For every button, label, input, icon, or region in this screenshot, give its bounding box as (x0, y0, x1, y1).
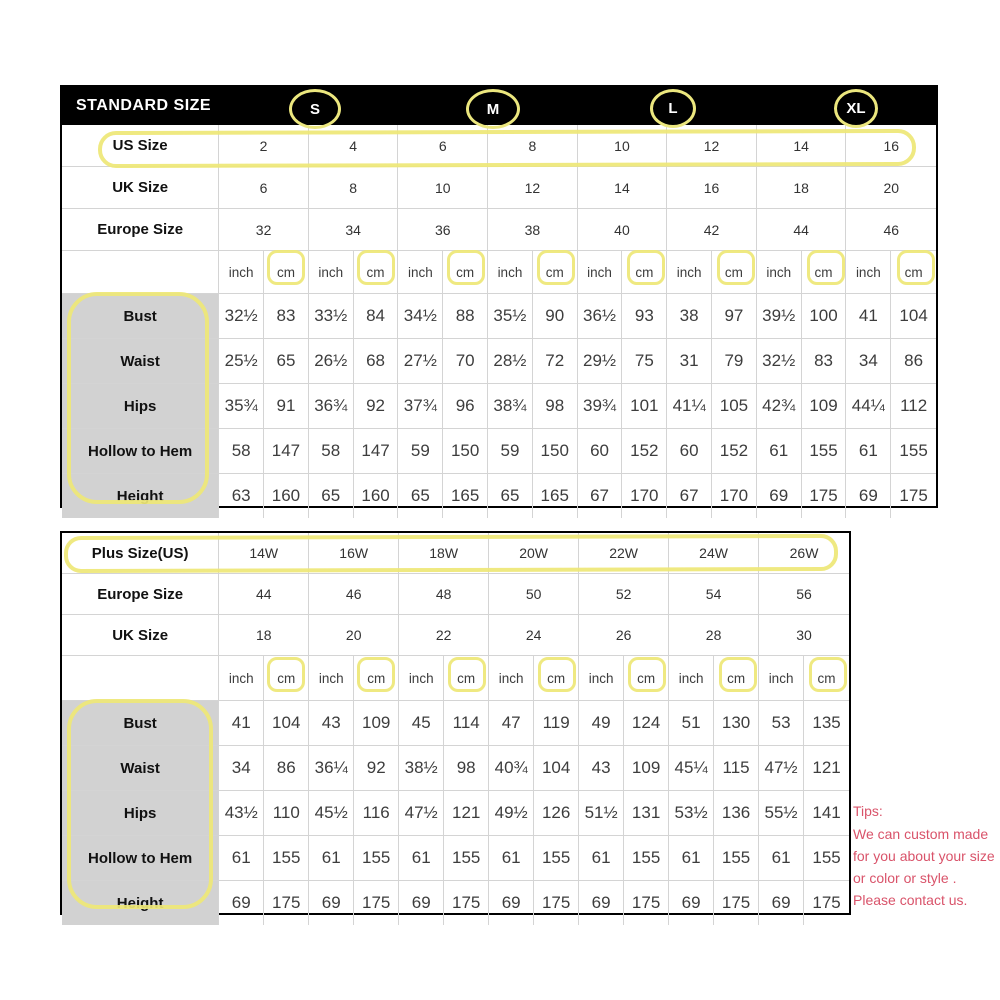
size-cell: 14W (219, 533, 309, 573)
cm-unit-cell: cm (534, 656, 579, 700)
inch-unit-cell: inch (309, 251, 354, 293)
measure-cell: 109 (624, 746, 669, 790)
inch-unit-cell: inch (579, 656, 624, 700)
size-cell: 8 (488, 125, 578, 166)
measure-cell: 36½ (578, 294, 623, 338)
measure-cell: 47½ (399, 791, 444, 835)
measure-cell: 43 (309, 701, 354, 745)
measure-cell: 92 (354, 384, 399, 428)
measure-cell: 121 (812, 758, 841, 777)
measure-cell: 155 (899, 441, 928, 460)
measure-cell: 109 (802, 384, 847, 428)
measure-cell: 155 (264, 836, 309, 880)
size-cell: 22 (399, 615, 489, 655)
cm-unit-cell: cm (622, 251, 667, 293)
measure-cell: 160 (354, 474, 399, 518)
measure-cell: 114 (444, 701, 489, 745)
size-cell: 12 (488, 167, 578, 208)
measure-cell: 84 (354, 294, 399, 338)
row-label: Plus Size(US) (62, 533, 219, 573)
measure-cell: 104 (264, 701, 309, 745)
table-row (62, 881, 849, 925)
measure-cell: 45¼ (669, 746, 714, 790)
measure-cell: 65 (398, 474, 443, 518)
size-cell: 26 (579, 615, 669, 655)
measure-cell: 175 (354, 881, 399, 925)
measure-cell: 175 (444, 881, 489, 925)
measure-cell: 47½ (759, 746, 804, 790)
measure-cell: 47 (489, 701, 534, 745)
size-cell: 6 (398, 125, 488, 166)
measure-cell: 59 (398, 429, 443, 473)
row-label: Waist (62, 339, 219, 383)
measure-cell: 79 (712, 339, 757, 383)
size-cell: 4 (309, 125, 399, 166)
measure-cell: 35½ (488, 294, 533, 338)
measure-cell: 32½ (219, 294, 264, 338)
measure-cell: 34½ (398, 294, 443, 338)
inch-unit-cell: inch (757, 251, 802, 293)
unit-row-spacer (62, 656, 219, 700)
cm-unit-cell: cm (533, 251, 578, 293)
measure-cell: 61 (219, 836, 264, 880)
size-cell: 46 (309, 574, 399, 614)
measure-cell: 65 (309, 474, 354, 518)
size-cell: 16 (667, 167, 757, 208)
measure-cell: 150 (443, 429, 488, 473)
size-cell: 10 (578, 125, 668, 166)
size-cell: 26W (789, 545, 819, 561)
measure-cell: 59 (488, 429, 533, 473)
row-label: Bust (62, 294, 219, 338)
measure-cell: 39¾ (578, 384, 623, 428)
size-cell: 32 (219, 209, 309, 250)
cm-unit-cell: cm (802, 251, 847, 293)
measure-cell: 88 (443, 294, 488, 338)
size-cell: 48 (399, 574, 489, 614)
size-cell: 22W (579, 533, 669, 573)
measure-cell: 152 (712, 429, 757, 473)
size-cell: 20 (883, 179, 900, 196)
measure-cell: 63 (219, 474, 264, 518)
size-cell: 50 (489, 574, 579, 614)
table-row (62, 615, 849, 656)
size-cell: 20W (489, 533, 579, 573)
measure-cell: 165 (533, 474, 578, 518)
size-cell: 38 (488, 209, 578, 250)
measure-cell: 150 (533, 429, 578, 473)
inch-unit-cell: inch (759, 656, 804, 700)
measure-cell: 31 (667, 339, 712, 383)
inch-unit-cell: inch (488, 251, 533, 293)
measure-cell: 68 (354, 339, 399, 383)
measure-cell: 49½ (489, 791, 534, 835)
measure-cell: 49 (579, 701, 624, 745)
measure-cell: 104 (899, 306, 928, 325)
measure-cell: 115 (714, 746, 759, 790)
measure-cell: 175 (714, 881, 759, 925)
measure-cell: 27½ (398, 339, 443, 383)
plus-size-table (60, 531, 851, 915)
size-cell: 14 (578, 167, 668, 208)
standard-size-title: STANDARD SIZE (76, 97, 212, 114)
table-row (62, 384, 936, 429)
measure-cell: 42¾ (757, 384, 802, 428)
measure-cell: 69 (759, 881, 804, 925)
measure-cell: 155 (444, 836, 489, 880)
measure-cell: 136 (714, 791, 759, 835)
measure-cell: 141 (812, 803, 841, 822)
inch-unit-cell: inch (398, 251, 443, 293)
row-label: Height (62, 881, 219, 925)
measure-cell: 69 (489, 881, 534, 925)
size-cell: 16 (883, 137, 900, 154)
inch-unit-cell: inch (489, 656, 534, 700)
measure-cell: 101 (622, 384, 667, 428)
inch-unit-cell: inch (846, 251, 891, 293)
measure-cell: 41¼ (667, 384, 712, 428)
measure-cell: 69 (309, 881, 354, 925)
measure-cell: 86 (264, 746, 309, 790)
cm-unit-cell: cm (904, 264, 923, 280)
measure-cell: 112 (900, 396, 928, 415)
measure-cell: 38½ (399, 746, 444, 790)
inch-unit-cell: inch (669, 656, 714, 700)
measure-cell: 65 (264, 339, 309, 383)
row-label: Hollow to Hem (62, 836, 219, 880)
unit-row (62, 251, 936, 294)
row-label: Hips (62, 384, 219, 428)
measure-cell: 155 (624, 836, 669, 880)
measure-cell: 93 (622, 294, 667, 338)
cm-unit-cell: cm (712, 251, 757, 293)
measure-cell: 72 (533, 339, 578, 383)
measure-cell: 69 (846, 474, 891, 518)
row-label: Bust (62, 701, 219, 745)
row-label: Hollow to Hem (62, 429, 219, 473)
row-label: Hips (62, 791, 219, 835)
measure-cell: 147 (354, 429, 399, 473)
measure-cell: 175 (624, 881, 669, 925)
tips-line: Please contact us. (853, 892, 968, 908)
measure-cell: 165 (443, 474, 488, 518)
measure-cell: 34 (846, 339, 891, 383)
measure-cell: 175 (534, 881, 579, 925)
size-cell: 14 (757, 125, 847, 166)
measure-cell: 152 (622, 429, 667, 473)
measure-cell: 43½ (219, 791, 264, 835)
unit-row-spacer (62, 251, 219, 293)
measure-cell: 105 (712, 384, 757, 428)
measure-cell: 39½ (757, 294, 802, 338)
measure-cell: 61 (399, 836, 444, 880)
size-cell: 20 (309, 615, 399, 655)
measure-cell: 36¾ (309, 384, 354, 428)
measure-cell: 135 (812, 713, 841, 732)
size-cell: 44 (757, 209, 847, 250)
measure-cell: 60 (667, 429, 712, 473)
cm-unit-cell: cm (444, 656, 489, 700)
size-cell: 24 (489, 615, 579, 655)
measure-cell: 51½ (579, 791, 624, 835)
inch-unit-cell: inch (219, 656, 264, 700)
measure-cell: 90 (533, 294, 578, 338)
cm-unit-cell: cm (443, 251, 488, 293)
table-row (62, 167, 936, 209)
size-cell: 34 (309, 209, 399, 250)
tips-line: We can custom made (853, 826, 989, 842)
measure-cell: 155 (534, 836, 579, 880)
measure-cell: 155 (714, 836, 759, 880)
plus-size-rows (62, 533, 849, 925)
row-label: Height (62, 474, 219, 518)
row-label: Europe Size (62, 574, 219, 614)
measure-cell: 65 (488, 474, 533, 518)
size-cell: 8 (309, 167, 399, 208)
inch-unit-cell: inch (578, 251, 623, 293)
measure-cell: 97 (712, 294, 757, 338)
measure-cell: 35¾ (219, 384, 264, 428)
measure-cell: 155 (354, 836, 399, 880)
measure-cell: 61 (846, 429, 891, 473)
table-row (62, 701, 849, 746)
measure-cell: 33½ (309, 294, 354, 338)
measure-cell: 92 (354, 746, 399, 790)
measure-cell: 69 (219, 881, 264, 925)
size-cell: 36 (398, 209, 488, 250)
measure-cell: 170 (622, 474, 667, 518)
measure-cell: 61 (489, 836, 534, 880)
measure-cell: 83 (802, 339, 847, 383)
table-row (62, 294, 936, 339)
size-cell: 52 (579, 574, 669, 614)
measure-cell: 26½ (309, 339, 354, 383)
measure-cell: 83 (264, 294, 309, 338)
tips-line: for you about your size (853, 848, 995, 864)
table-row (62, 533, 849, 574)
measure-cell: 53½ (669, 791, 714, 835)
measure-cell: 98 (444, 746, 489, 790)
row-label: Waist (62, 746, 219, 790)
measure-cell: 61 (759, 836, 804, 880)
tips-note (853, 800, 995, 911)
size-cell: 44 (219, 574, 309, 614)
measure-cell: 175 (802, 474, 847, 518)
unit-row (62, 656, 849, 701)
measure-cell: 175 (899, 486, 928, 505)
measure-cell: 116 (354, 791, 399, 835)
measure-cell: 121 (444, 791, 489, 835)
size-cell: 18 (219, 615, 309, 655)
measure-cell: 41 (219, 701, 264, 745)
size-cell: 56 (796, 586, 812, 602)
measure-cell: 69 (579, 881, 624, 925)
measure-cell: 43 (579, 746, 624, 790)
measure-cell: 110 (264, 791, 309, 835)
standard-size-rows (62, 125, 936, 518)
measure-cell: 61 (757, 429, 802, 473)
measure-cell: 67 (667, 474, 712, 518)
size-cell: 6 (219, 167, 309, 208)
measure-cell: 61 (579, 836, 624, 880)
measure-cell: 51 (669, 701, 714, 745)
inch-unit-cell: inch (309, 656, 354, 700)
measure-cell: 37¾ (398, 384, 443, 428)
cm-unit-cell: cm (817, 670, 836, 686)
inch-unit-cell: inch (399, 656, 444, 700)
measure-cell: 36¼ (309, 746, 354, 790)
measure-cell: 34 (219, 746, 264, 790)
measure-cell: 45½ (309, 791, 354, 835)
measure-cell: 124 (624, 701, 669, 745)
measure-cell: 86 (904, 351, 924, 370)
measure-cell: 69 (669, 881, 714, 925)
measure-cell: 119 (534, 701, 579, 745)
table-row (62, 474, 936, 518)
measure-cell: 55½ (759, 791, 804, 835)
size-cell: 28 (669, 615, 759, 655)
size-cell: 54 (669, 574, 759, 614)
measure-cell: 91 (264, 384, 309, 428)
table-row (62, 746, 849, 791)
measure-cell: 147 (264, 429, 309, 473)
measure-cell: 155 (802, 429, 847, 473)
measure-cell: 69 (757, 474, 802, 518)
measure-cell: 58 (219, 429, 264, 473)
measure-cell: 160 (264, 474, 309, 518)
measure-cell: 75 (622, 339, 667, 383)
measure-cell: 53 (759, 701, 804, 745)
measure-cell: 28½ (488, 339, 533, 383)
measure-cell: 60 (578, 429, 623, 473)
tips-line: or color or style . (853, 870, 957, 886)
size-cell: 18 (757, 167, 847, 208)
table-row (62, 209, 936, 251)
measure-cell: 175 (812, 893, 841, 912)
size-cell: 18W (399, 533, 489, 573)
measure-cell: 61 (669, 836, 714, 880)
measure-cell: 61 (309, 836, 354, 880)
tips-title: Tips: (853, 803, 883, 819)
size-cell: 42 (667, 209, 757, 250)
size-cell: 40 (578, 209, 668, 250)
measure-cell: 38 (667, 294, 712, 338)
size-badge-xl: XL (834, 89, 878, 128)
measure-cell: 130 (714, 701, 759, 745)
measure-cell: 44¼ (846, 384, 891, 428)
inch-unit-cell: inch (219, 251, 264, 293)
measure-cell: 32½ (757, 339, 802, 383)
measure-cell: 41 (846, 294, 891, 338)
cm-unit-cell: cm (714, 656, 759, 700)
measure-cell: 45 (399, 701, 444, 745)
standard-size-table (60, 85, 938, 508)
cm-unit-cell: cm (354, 656, 399, 700)
row-label: US Size (62, 125, 219, 166)
measure-cell: 109 (354, 701, 399, 745)
size-cell: 12 (667, 125, 757, 166)
row-label: UK Size (62, 615, 219, 655)
table-row (62, 339, 936, 384)
measure-cell: 70 (443, 339, 488, 383)
measure-cell: 170 (712, 474, 757, 518)
size-cell: 2 (219, 125, 309, 166)
measure-cell: 25½ (219, 339, 264, 383)
table-row (62, 125, 936, 167)
measure-cell: 104 (534, 746, 579, 790)
size-badge-s: S (289, 89, 341, 129)
inch-unit-cell: inch (667, 251, 712, 293)
measure-cell: 131 (624, 791, 669, 835)
cm-unit-cell: cm (264, 251, 309, 293)
measure-cell: 67 (578, 474, 623, 518)
table-row (62, 791, 849, 836)
row-label: UK Size (62, 167, 219, 208)
measure-cell: 58 (309, 429, 354, 473)
size-cell: 16W (309, 533, 399, 573)
measure-cell: 98 (533, 384, 578, 428)
measure-cell: 69 (399, 881, 444, 925)
cm-unit-cell: cm (624, 656, 669, 700)
table-row (62, 836, 849, 881)
size-cell: 30 (796, 627, 812, 643)
measure-cell: 96 (443, 384, 488, 428)
standard-size-header (62, 87, 936, 125)
table-row (62, 429, 936, 474)
measure-cell: 38¾ (488, 384, 533, 428)
cm-unit-cell: cm (354, 251, 399, 293)
row-label: Europe Size (62, 209, 219, 250)
measure-cell: 175 (264, 881, 309, 925)
measure-cell: 155 (812, 848, 841, 867)
measure-cell: 100 (802, 294, 847, 338)
size-cell: 24W (669, 533, 759, 573)
size-badge-l: L (650, 89, 696, 128)
cm-unit-cell: cm (264, 656, 309, 700)
measure-cell: 29½ (578, 339, 623, 383)
measure-cell: 126 (534, 791, 579, 835)
measure-cell: 40¾ (489, 746, 534, 790)
size-cell: 10 (398, 167, 488, 208)
size-cell: 46 (883, 221, 900, 238)
table-row (62, 574, 849, 615)
size-badge-m: M (466, 89, 520, 129)
